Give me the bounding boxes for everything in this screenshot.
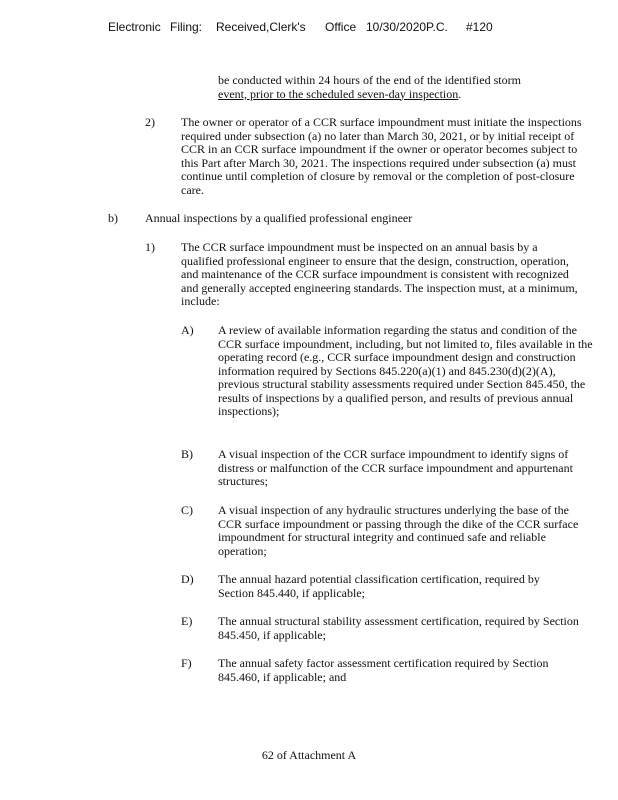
sub-item-d-text: The annual hazard potential classification certification, required by Section 845.440, if applicable; bbox=[218, 572, 540, 600]
continuation-line-1: be conducted within 24 hours of the end of the identified storm bbox=[218, 73, 521, 87]
header-office: Office bbox=[325, 20, 357, 34]
header-filing: Filing: bbox=[170, 20, 203, 34]
item-b1-text: The CCR surface impoundment must be inspected on an annual basis by a qualified professional engineer to ensure that the design, construction, operation, and maintenance of the CCR surface impoundment is consistent with recognized and generally accepted engineering standards. The inspection must, at a minimum, include: bbox=[181, 240, 578, 308]
sub-item-a-label: A) bbox=[181, 323, 194, 337]
item-b-label: b) bbox=[108, 211, 118, 225]
sub-item-c-text: A visual inspection of any hydraulic structures underlying the base of the CCR surface impoundment or passing through the dike of the CCR surface impoundment for structural integrity and continued safe and reliable operation; bbox=[218, 503, 579, 558]
sub-item-b-label: B) bbox=[181, 447, 193, 461]
item-2-text: The owner or operator of a CCR surface impoundment must initiate the inspections required under subsection (a) no later than March 30, 2021, or by initial receipt of CCR in an CCR surface impoundment if the owner or operator becomes subject to this Part after March 30, 2021. The inspections required under subsection (a) must continue until completion of closure by removal or the completion of post-closure care. bbox=[181, 115, 582, 197]
sub-item-e-label: E) bbox=[181, 614, 193, 628]
sub-item-f-label: F) bbox=[181, 656, 192, 670]
continuation-paragraph bbox=[218, 74, 588, 101]
header-number: #120 bbox=[466, 20, 493, 34]
sub-item-a-text: A review of available information regarding the status and condition of the CCR surface impoundment, including, but not limited to, files available in the operating record (e.g., CCR surface impoundment design and construction information required by Sections 845.220(a)(1) and 845.230(d)(2)(A), previous structural stability assessments required under Section 845.450, the results of inspections by a qualified person, and results of previous annual inspections); bbox=[218, 323, 593, 418]
sub-item-b-text: A visual inspection of the CCR surface impoundment to identify signs of distress or malfunction of the CCR surface impoundment and appurtenant structures; bbox=[218, 447, 573, 488]
item-b1-label: 1) bbox=[145, 240, 155, 254]
header-received: Received,Clerk's bbox=[216, 20, 306, 34]
sub-item-c-label: C) bbox=[181, 503, 193, 517]
sub-item-e-text: The annual structural stability assessment certification, required by Section 845.450, if applicable; bbox=[218, 614, 579, 642]
page-footer: 62 of Attachment A bbox=[261, 748, 357, 762]
sub-item-d-label: D) bbox=[181, 572, 194, 586]
sub-item-f-text: The annual safety factor assessment certification required by Section 845.460, if applicable; and bbox=[218, 656, 549, 684]
item-2-label: 2) bbox=[145, 115, 155, 129]
continuation-underlined: event, prior to the scheduled seven-day inspection bbox=[218, 86, 459, 101]
header-electronic: Electronic bbox=[108, 20, 161, 34]
continuation-period: . bbox=[458, 86, 462, 101]
header-date: 10/30/2020P.C. bbox=[366, 20, 448, 34]
item-b-heading: Annual inspections by a qualified professional engineer bbox=[145, 211, 413, 225]
